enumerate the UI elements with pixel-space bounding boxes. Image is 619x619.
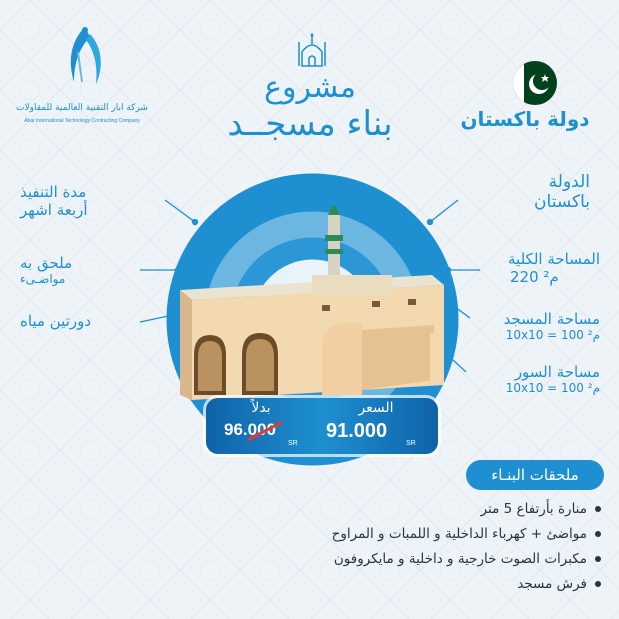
left-detail-annex [20, 254, 135, 286]
bullet-icon [595, 506, 601, 512]
wall-area-value: 10x10 = 100 م² [505, 381, 600, 395]
price-currency: SR [406, 440, 416, 447]
annex-item: منارة بأرتفاع 5 متر [481, 501, 601, 517]
strikethrough-mark [246, 420, 286, 442]
total-area-value: 220 م² [510, 268, 559, 286]
annex-item: مكبرات الصوت خارجية و داخلية و مايكروفون [334, 551, 601, 567]
annex-label: ملحق به [20, 254, 73, 272]
mosque-illustration [172, 205, 452, 405]
price-label: السعر [358, 400, 394, 416]
duration-label: مدة التنفيذ [20, 183, 87, 201]
old-price-label: بدلاً [251, 400, 271, 416]
annexes-title: ملحقات البنـاء [466, 460, 604, 490]
duration-value: أربعة اشهر [20, 201, 88, 219]
country-field-value: باكستان [534, 192, 590, 212]
right-detail-country [480, 172, 590, 212]
price-box [206, 398, 438, 454]
mosque-area-label: مساحة المسجد [503, 310, 600, 328]
right-detail-wall-area [460, 363, 600, 395]
old-price-value: 96.000 [224, 420, 276, 439]
company-name-english: Abar International Technology Contracting Company [24, 118, 140, 124]
country-label: دولة باكستان [460, 107, 590, 131]
wall-area-label: مساحة السور [514, 363, 600, 381]
annex-item: فرش مسجد [517, 576, 601, 592]
country-field-label: الدولة [548, 172, 590, 192]
right-detail-total-area [470, 250, 600, 286]
company-logo-icon [60, 22, 110, 92]
company-name-arabic: شركة ابار التقنية العالمية للمقاولات [16, 103, 148, 113]
toilets-label: دورتين مياه [20, 312, 92, 330]
left-detail-toilets [20, 312, 135, 330]
total-area-label: المساحة الكلية [508, 250, 600, 268]
left-detail-duration [20, 183, 160, 219]
price-value: 91.000 [326, 420, 388, 442]
annex-value: مواضـىء [20, 272, 66, 286]
pakistan-flag-icon [512, 60, 558, 106]
bullet-icon [595, 531, 601, 537]
bullet-icon [595, 581, 601, 587]
mosque-area-value: 10x10 = 100 م² [505, 328, 600, 342]
title-line2: بناء مسجــد [227, 104, 393, 144]
old-price-currency: SR [288, 440, 298, 447]
right-detail-mosque-area [460, 310, 600, 342]
annex-item: مواضئ + كهرباء الداخلية و اللمبات و المراوح [332, 526, 601, 542]
mosque-outline-icon [297, 32, 327, 68]
title-line1: مشروع [264, 70, 356, 105]
bullet-icon [595, 556, 601, 562]
